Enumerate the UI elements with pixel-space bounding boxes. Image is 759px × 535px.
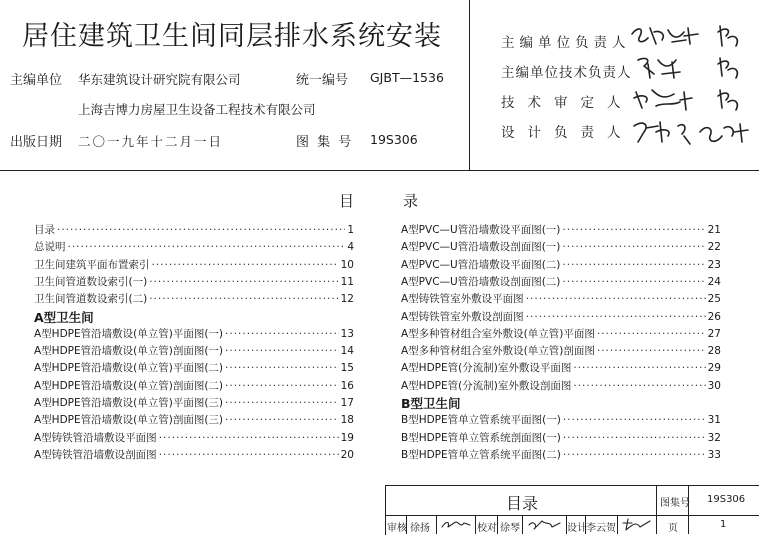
toc-entry-title: A型HDPE管(分流制)室外敷设剖面图 [401, 379, 572, 392]
toc-leader-dots [563, 414, 706, 426]
toc-entry-title: B型HDPE管单立管系统平面图(二) [401, 448, 561, 461]
toc-entry[interactable] [34, 343, 354, 360]
toc-leader-dots [149, 276, 338, 288]
toc-entry[interactable] [34, 291, 354, 308]
signature-row-1 [632, 26, 737, 46]
toc-entry-page: 12 [340, 293, 354, 306]
toc-entry-title: 卫生间管道数设索引(一) [34, 275, 148, 288]
toc-entry[interactable] [401, 274, 721, 291]
toc-leader-dots [573, 380, 705, 392]
toc-entry[interactable] [34, 412, 354, 429]
cell-rule [497, 515, 498, 534]
toc-entry-page: 19 [340, 431, 354, 444]
toc-leader-dots [225, 328, 339, 340]
title-block-atlas-label: 图集号 [660, 498, 690, 509]
toc-entry-page: 17 [340, 397, 354, 409]
toc-entry-page: 24 [707, 275, 721, 288]
cell-rule [522, 515, 523, 534]
toc-entry-title: A型HDPE管沿墙敷设(单立管)平面图(一) [34, 327, 224, 340]
toc-entry[interactable] [401, 360, 721, 377]
toc-entry-title: A型多种管材组合室外敷设(单立管)剖面图 [401, 345, 595, 358]
toc-leader-dots [526, 311, 706, 323]
toc-entry-title: A型多种管材组合室外敷设(单立管)平面图 [401, 327, 595, 340]
toc-entry[interactable] [34, 257, 354, 274]
toc-entry[interactable] [34, 447, 354, 464]
toc-entry-page: 16 [340, 379, 354, 392]
toc-entry[interactable] [401, 291, 721, 308]
toc-entry-title: A型PVC—U管沿墙敷设剖面图(一) [401, 241, 561, 254]
design-label: 设计 [567, 523, 587, 534]
toc-entry-title: A型HDPE管沿墙敷设(单立管)剖面图(二) [34, 379, 224, 392]
role-tech-review: 技术审定人 [501, 95, 634, 111]
toc-entry-page: 11 [340, 275, 354, 288]
toc-entry-title: A型PVC—U管沿墙敷设平面图(一) [401, 224, 561, 236]
toc-entry[interactable] [401, 343, 721, 360]
toc-heading-left: 目 [339, 192, 355, 210]
toc-entry-title: A型铸铁管室外敷设剖面图 [401, 310, 524, 323]
toc-entry-title: 总说明 [34, 241, 66, 254]
toc-entry-title: 卫生间建筑平面布置索引 [34, 258, 150, 271]
toc-entry-page: 1 [347, 224, 354, 236]
title-block-atlas-value: 19S306 [707, 494, 746, 505]
toc-entry-title: A型铸铁管沿墙敷设平面图 [34, 431, 157, 444]
toc-leader-dots [573, 362, 705, 374]
toc-entry[interactable] [34, 274, 354, 291]
toc-entry-page: 27 [707, 327, 721, 340]
check-signature [526, 517, 564, 532]
review-label: 审核 [387, 523, 407, 534]
toc-entry-page: 18 [340, 414, 354, 427]
toc-entry[interactable] [34, 360, 354, 377]
toc-section-heading: A型卫生间 [34, 309, 94, 325]
title-block-mid-rule [385, 515, 759, 516]
toc-entry[interactable] [34, 378, 354, 395]
toc-heading-right: 录 [403, 192, 419, 210]
toc-entry-title: 目录 [34, 224, 55, 236]
header-bottom-rule [0, 170, 759, 171]
toc-entry-page: 22 [707, 241, 721, 254]
date-value: 二〇一九年十二月一日 [78, 134, 224, 149]
toc-leader-dots [562, 276, 705, 288]
toc-leader-dots [563, 432, 706, 444]
toc-entry-page: 30 [707, 379, 721, 392]
toc-leader-dots [159, 432, 339, 444]
toc-entry-title: A型HDPE管沿墙敷设(单立管)平面图(二) [34, 362, 224, 375]
header-divider [469, 0, 470, 170]
cell-rule [617, 515, 618, 534]
toc-entry[interactable] [401, 309, 721, 326]
editor-unit-2: 上海吉博力房屋卫生设备工程技术有限公司 [78, 102, 316, 117]
toc-entry[interactable] [34, 326, 354, 343]
design-name: 李云贺 [586, 523, 616, 534]
title-block-divider-2 [688, 485, 689, 534]
editor-label: 主编单位 [10, 73, 63, 88]
toc-entry-title: A型铸铁管室外敷设平面图 [401, 293, 524, 306]
toc-leader-dots [562, 224, 705, 236]
toc-entry-title: A型HDPE管沿墙敷设(单立管)剖面图(三) [34, 414, 224, 427]
toc-entry[interactable] [34, 222, 354, 239]
toc-entry-page: 26 [707, 310, 721, 323]
date-label: 出版日期 [10, 135, 63, 150]
toc-entry-page: 14 [340, 345, 354, 358]
toc-entry-page: 25 [707, 293, 721, 306]
cell-rule [475, 515, 476, 534]
toc-entry-title: 卫生间管道数设索引(二) [34, 293, 148, 306]
toc-entry[interactable] [401, 326, 721, 343]
toc-entry[interactable] [401, 430, 721, 447]
serial-value: GJBT—1536 [370, 70, 444, 85]
toc-leader-dots [68, 241, 346, 253]
toc-entry[interactable] [401, 257, 721, 274]
toc-leader-dots [149, 293, 338, 305]
toc-entry-page: 29 [707, 362, 721, 375]
atlas-label: 图 集 号 [296, 135, 354, 150]
title-block-divider-1 [656, 485, 657, 534]
toc-entry[interactable] [401, 447, 721, 464]
toc-entry-title: A型PVC—U管沿墙敷设剖面图(二) [401, 275, 561, 288]
page-label: 页 [668, 523, 678, 534]
editor-unit-1: 华东建筑设计研究院有限公司 [78, 72, 241, 87]
toc-leader-dots [225, 380, 339, 392]
signatures-graphic [628, 16, 756, 152]
toc-leader-dots [562, 241, 705, 253]
toc-entry-title: B型HDPE管单立管系统平面图(一) [401, 414, 561, 427]
check-name: 徐琴 [500, 523, 520, 534]
toc-leader-dots [225, 362, 339, 374]
toc-entry-page: 4 [347, 241, 354, 254]
toc-entry[interactable] [401, 239, 721, 256]
toc-entry[interactable] [401, 412, 721, 429]
design-signature [620, 517, 654, 532]
toc-section-heading: B型卫生间 [401, 396, 461, 411]
toc-entry-title: A型PVC—U管沿墙敷设平面图(二) [401, 258, 561, 271]
toc-leader-dots [152, 259, 339, 271]
toc-leader-dots [562, 259, 705, 271]
toc-entry-page: 15 [340, 362, 354, 375]
signature-row-4 [634, 122, 748, 144]
toc-entry[interactable] [34, 430, 354, 447]
toc-entry-page: 13 [340, 327, 354, 340]
cell-rule [436, 515, 437, 534]
toc-entry-page: 33 [707, 448, 721, 461]
signature-row-3 [634, 90, 737, 110]
toc-leader-dots [225, 345, 339, 357]
review-name: 徐扬 [410, 523, 430, 534]
toc-entry-page: 31 [707, 414, 721, 427]
toc-leader-dots [159, 449, 339, 461]
atlas-value: 19S306 [370, 132, 418, 147]
check-label: 校对 [477, 523, 497, 534]
title-block-title: 目录 [506, 494, 539, 513]
toc-leader-dots [57, 224, 345, 236]
signature-row-2 [638, 58, 737, 78]
toc-entry-title: A型HDPE管沿墙敷设(单立管)平面图(三) [34, 397, 224, 409]
toc-entry-title: A型HDPE管沿墙敷设(单立管)剖面图(一) [34, 345, 224, 358]
toc-entry-page: 21 [707, 224, 721, 236]
toc-entry-page: 20 [340, 448, 354, 461]
toc-leader-dots [597, 345, 706, 357]
toc-entry-title: A型铸铁管沿墙敷设剖面图 [34, 448, 157, 461]
role-chief-unit: 主编单位负责人 [501, 35, 631, 51]
toc-entry-title: B型HDPE管单立管系统剖面图(一) [401, 431, 561, 444]
toc-entry[interactable] [34, 239, 354, 256]
toc-entry-title: A型HDPE管(分流制)室外敷设平面图 [401, 362, 572, 375]
page-title: 居住建筑卫生间同层排水系统安装 [22, 21, 442, 52]
toc-entry[interactable] [401, 222, 721, 239]
role-design-lead: 设计负责人 [501, 125, 634, 141]
role-chief-tech: 主编单位技术负责人 [501, 65, 632, 81]
review-signature [440, 517, 472, 532]
toc-leader-dots [563, 449, 706, 461]
toc-entry[interactable] [401, 378, 721, 395]
page-value: 1 [720, 519, 727, 530]
toc-entry-page: 32 [707, 431, 721, 444]
serial-label: 统一编号 [296, 73, 349, 88]
toc-entry[interactable] [34, 395, 354, 412]
toc-leader-dots [225, 397, 339, 409]
toc-entry-page: 10 [340, 258, 354, 271]
toc-entry-page: 28 [707, 345, 721, 358]
toc-leader-dots [526, 293, 706, 305]
toc-leader-dots [597, 328, 706, 340]
toc-leader-dots [225, 414, 339, 426]
toc-entry-page: 23 [707, 258, 721, 271]
